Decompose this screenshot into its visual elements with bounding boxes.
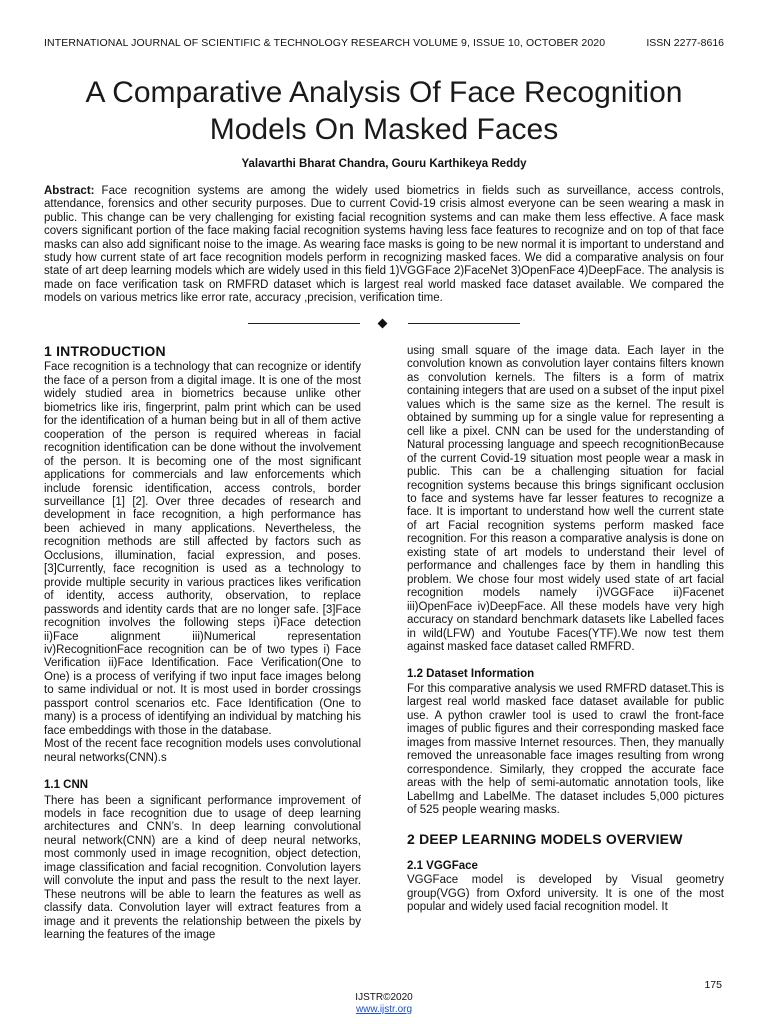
right-column: [407, 345, 724, 915]
abstract-text: Face recognition systems are among the widely used biometrics in fields such as surveillance, access controls, attendance, forensics and other security purposes. Due to current Covid-19 crisis almost everyone can be seen wearing a mask in public. This change can be very challenging for existing facial recognition systems and can make them less effective. A face mask covers significant portion of the face making facial recognition systems having less face features to recognize and on top of that face masks can also add significant noise to the image. As wearing face masks is going to be new normal it is important to understand and study how current state of art face recognition models perform in recognizing masked faces. We did a comparative analysis on four state of art deep learning models which are widely used in this field 1)VGGFace 2)FaceNet 3)OpenFace 4)DeepFace. The analysis is made on face verification task on RMFRD dataset which is largest real world masked face dataset available. We compared the models on various metrics like error rate, accuracy ,precision, verification time.: [44, 185, 724, 305]
dataset-paragraph: For this comparative analysis we used RMFRD dataset.This is largest real world masked face dataset available for public use. A python crawler tool is used to crawl the front-face images of public figures and their corresponding masked face images from massive Internet resources. Then, they manually removed the unreasonable face images resulting from wrong correspondence. Similarly, they cropped the accurate face areas with the help of semi-automatic annotation tools, like LabelImg and LabelMe. The dataset includes 5,000 pictures of 525 people wearing masks.: [407, 682, 724, 816]
cnn-paragraph: There has been a significant performance improvement of models in face recognition due to usage of deep learning architectures and CNN’s. In deep learning convolutional neural network(CNN) are a kind of deep neural networks, most commonly used in image recognition, object detection, image classification and facial recognition. Convolution layers will convolute the input and pass the result to the next layer. These neutrons will be able to learn the features as well as classify data. Convolution layer will extract features from a image and it prevents the relationship between the pixels by learning the features of the image: [44, 794, 361, 942]
title-line-2: Models On Masked Faces: [209, 113, 559, 146]
heading-dataset: 1.2 Dataset Information: [407, 668, 535, 681]
heading-introduction: 1 INTRODUCTION: [44, 343, 166, 359]
diamond-icon: [378, 319, 388, 329]
footer-copyright: IJSTR©2020: [355, 992, 413, 1003]
abstract: [44, 185, 724, 306]
intro-paragraph-2: Most of the recent face recognition models uses convolutional neural networks(CNN).s: [44, 738, 361, 764]
vggface-paragraph: VGGFace model is developed by Visual geometry group(VGG) from Oxford university. It is one of the most popular and widely used facial recognition model. It: [407, 874, 724, 914]
footer-website-link[interactable]: www.ijstr.org: [355, 1004, 413, 1015]
continued-paragraph: using small square of the image data. Each layer in the convolution known as convolution layer contains filters known as convolution kernels. The filters is a form of matrix containing integers that are used on a subset of the input pixel values which is the same size as the kernel. The result is obtained by summing up for a single value for representing a cell like a pixel. CNN can be used for the understanding of Natural processing language and speech recognitionBecause of the current Covid-19 situation most people wear a mask in public. This can be a challenging situation for facial recognition systems because this brings significant occlusion to face and systems have far lesser features to recognize a face. It is important to understand how well the current state of art Facial recognition systems perform masked face recognition. For this reason a comparative analysis is done on existing state of art models to understand their level of performance and challenges face by them in handling this problem. We chose four most widely used state of art facial recognition models namely i)VGGFace ii)Facenet iii)OpenFace iv)DeepFace. All these models have very high accuracy on standard benchmark datasets like Labelled faces in wild(LFW) and Youtube Faces(YTF).We now test them against masked face dataset called RMFRD.: [407, 345, 724, 653]
separator-line-left: [248, 323, 360, 324]
journal-header: INTERNATIONAL JOURNAL OF SCIENTIFIC & TECHNOLOGY RESEARCH VOLUME 9, ISSUE 10, OCTOBER 2020: [44, 37, 606, 49]
separator-line-right: [408, 323, 520, 324]
page-number: 175: [704, 979, 722, 991]
heading-models-overview: 2 DEEP LEARNING MODELS OVERVIEW: [407, 831, 683, 848]
intro-paragraph: Face recognition is a technology that can recognize or identify the face of a person from a digital image. It is one of the most widely studied area in biometrics because unlike other biometrics like iris, fingerprint, palm print which can be used for the identification of a human being but in all of them active cooperation of the person is required whereas in facial recognition identification can be done without the involvement of the person. It is becoming one of the most significant applications for commercials and law enforcements which include forensic identification, access controls, border surveillance [1] [2]. Over three decades of research and development in face recognition, a high performance has been achieved in many applications. Nevertheless, the recognition methods are still affected by factors such as Occlusions, illumination, facial expression, and poses. [3]Currently, face recognition is used as a technology to provide multiple security in various practices likes verification of identity, access authority, observation, to replace passwords and identity cards that are no longer safe. [3]Face recognition involves the following steps i)Face detection ii)Face alignment iii)Numerical representation iv)RecognitionFace recognition can be of two types i) Face Verification ii)Face Identification. Face Verification(One to One) is a process of verifying if two input face images belong to same individual or not. It is most used in border crossings passport control scenarios etc. Face Identification (One to many) is a process of identifying an individual by matching his face embeddings with those in the database.: [44, 361, 361, 737]
authors: Yalavarthi Bharat Chandra, Gouru Karthikeya Reddy: [241, 158, 527, 170]
section-separator: [248, 318, 520, 330]
heading-vggface: 2.1 VGGFace: [407, 859, 478, 872]
abstract-label: Abstract:: [44, 185, 95, 197]
title-line-1: A Comparative Analysis Of Face Recognition: [85, 76, 683, 109]
left-column: [44, 345, 361, 942]
paper-title: [44, 74, 724, 148]
heading-cnn: 1.1 CNN: [44, 779, 89, 792]
issn-label: ISSN 2277-8616: [646, 37, 724, 49]
